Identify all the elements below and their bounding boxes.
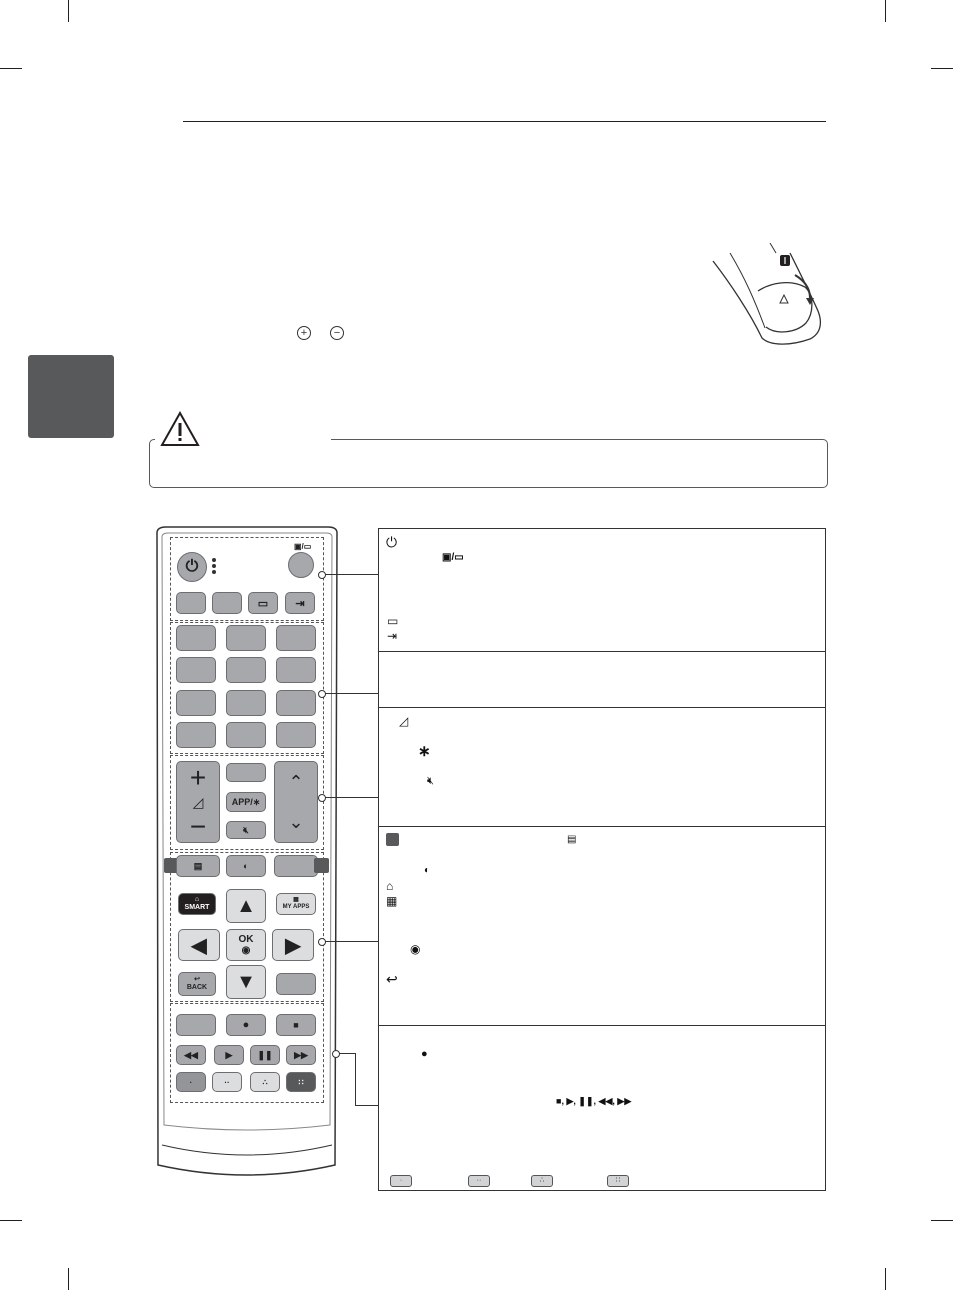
fast-forward-icon: ▶▶ [617, 1096, 632, 1106]
color-key-1[interactable]: · [176, 1072, 206, 1092]
record-button[interactable]: ● [226, 1014, 266, 1036]
color-key-4[interactable]: ∷ [286, 1072, 316, 1092]
crop-mark [931, 1220, 953, 1221]
marker-square [386, 833, 399, 846]
color-key-3[interactable]: ∴ [250, 1072, 280, 1092]
crop-mark [885, 0, 886, 22]
battery-cover-illustration [710, 243, 830, 348]
number-key[interactable] [176, 657, 216, 683]
key-button[interactable] [212, 592, 242, 614]
chevron-up-icon: ⌃ [288, 771, 304, 792]
description-panel [378, 651, 826, 707]
mute-button[interactable]: 🔇︎ [226, 821, 266, 839]
text-icon: ▤ [567, 834, 577, 845]
key-button[interactable] [176, 1014, 216, 1036]
key-button[interactable] [176, 592, 206, 614]
ok-dot-icon: ◉ [410, 942, 421, 956]
smart-label: SMART [184, 904, 210, 911]
pause-icon: ❚❚ [578, 1096, 594, 1106]
mute-icon: 🔇︎ [427, 775, 434, 787]
color-key-3-icon: ∴ [531, 1175, 553, 1187]
program-rocker[interactable] [274, 761, 318, 843]
color-key-1-icon: · [390, 1175, 412, 1187]
my-apps-button[interactable] [276, 893, 316, 915]
home-icon: ⌂ [386, 879, 394, 893]
description-panel [378, 528, 826, 651]
chevron-down-icon: ⌄ [288, 811, 304, 832]
back-label: BACK [186, 984, 208, 991]
playback-icons [556, 1095, 631, 1107]
up-button[interactable]: ▲ [226, 889, 266, 923]
description-panel [378, 826, 826, 1025]
number-key[interactable] [226, 657, 266, 683]
play-button[interactable]: ▶ [214, 1045, 244, 1065]
right-button[interactable]: ▶ [272, 929, 314, 961]
crop-mark [68, 1268, 69, 1290]
screen-ratio-button[interactable]: ▭ [248, 592, 278, 614]
power-button[interactable]: ⏻ [177, 552, 207, 582]
minus-circle-icon: − [330, 326, 344, 340]
left-button[interactable]: ◀ [178, 929, 220, 961]
crop-mark [885, 1268, 886, 1290]
apps-grid-icon: ▦ [293, 897, 299, 903]
volume-icon: ◿ [399, 714, 409, 728]
number-key[interactable] [176, 625, 216, 651]
marker-square [314, 858, 329, 873]
fast-forward-button[interactable]: ▶▶ [286, 1045, 316, 1065]
key-button[interactable] [226, 763, 266, 782]
ok-label: OK [238, 934, 254, 945]
header-rule [183, 121, 826, 122]
volume-up-icon: + [189, 762, 207, 793]
screen-ratio-icon: ▭ [387, 614, 399, 628]
caution-box [149, 439, 828, 488]
separator: , [573, 1096, 576, 1106]
number-key[interactable] [226, 690, 266, 716]
smart-button[interactable] [178, 893, 216, 915]
description-panel [378, 707, 826, 826]
back-arrow-icon: ↩ [194, 976, 200, 983]
input-icon: ⇥ [387, 629, 398, 643]
key-button[interactable] [276, 973, 316, 995]
color-key-2[interactable]: ·· [212, 1072, 242, 1092]
pause-button[interactable]: ❚❚ [250, 1045, 280, 1065]
ok-button[interactable] [226, 929, 266, 961]
leader-line [323, 574, 378, 575]
asterisk-icon: ∗ [418, 743, 431, 760]
my-apps-label: MY APPS [282, 904, 310, 910]
description-panel [378, 1025, 826, 1191]
app-star-button[interactable]: APP/∗ [226, 792, 266, 812]
home-icon: ⌂ [194, 896, 200, 903]
rewind-button[interactable]: ◀◀ [176, 1045, 206, 1065]
leader-line [355, 1053, 356, 1106]
leader-line [355, 1105, 378, 1106]
ok-dot-icon: ◉ [241, 945, 251, 956]
crop-mark [931, 68, 953, 69]
back-button[interactable] [178, 972, 216, 996]
tv-radio-icon: ▣/▭ [294, 542, 312, 551]
number-key[interactable] [176, 690, 216, 716]
back-arrow-icon: ↩ [386, 971, 398, 987]
apps-grid-icon: ▦ [386, 894, 398, 908]
crop-mark [0, 68, 22, 69]
color-key-4-icon: ∷ [607, 1175, 629, 1187]
power-icon: ⏻ [386, 534, 398, 550]
crop-mark [0, 1220, 22, 1221]
leader-line [323, 797, 378, 798]
plus-circle-icon: + [297, 326, 311, 340]
volume-down-icon: − [189, 811, 207, 842]
t-opt-button[interactable]: ◐ [226, 855, 266, 877]
down-button[interactable]: ▼ [226, 965, 266, 999]
stop-button[interactable]: ■ [276, 1014, 316, 1036]
color-key-2-icon: ·· [468, 1175, 490, 1187]
rewind-icon: ◀◀ [598, 1096, 613, 1106]
number-key[interactable] [276, 690, 316, 716]
stop-icon: ■ [556, 1096, 562, 1106]
play-icon: ▶ [566, 1096, 574, 1106]
text-button[interactable]: ▤ [176, 855, 220, 877]
separator: , [612, 1096, 615, 1106]
leader-line [323, 941, 378, 942]
tv-radio-icon: ▣/▭ [442, 552, 464, 563]
number-key[interactable] [276, 722, 316, 748]
crop-mark [68, 0, 69, 22]
number-key[interactable] [226, 722, 266, 748]
key-button[interactable] [274, 855, 318, 877]
number-key[interactable] [176, 722, 216, 748]
number-key[interactable] [226, 625, 266, 651]
separator: , [593, 1096, 597, 1106]
remote-control [152, 525, 342, 1185]
input-button[interactable]: ⇥ [285, 592, 315, 614]
number-key[interactable] [276, 625, 316, 651]
record-icon: ● [421, 1048, 428, 1060]
tv-radio-button[interactable] [288, 552, 314, 578]
separator: , [561, 1096, 564, 1106]
leader-line [323, 693, 378, 694]
volume-icon: ◿ [192, 794, 204, 810]
t-opt-icon: ◐ [424, 865, 431, 876]
volume-rocker[interactable] [176, 761, 220, 843]
warning-triangle-icon [160, 411, 200, 447]
chapter-tab [28, 355, 114, 438]
number-key[interactable] [276, 657, 316, 683]
